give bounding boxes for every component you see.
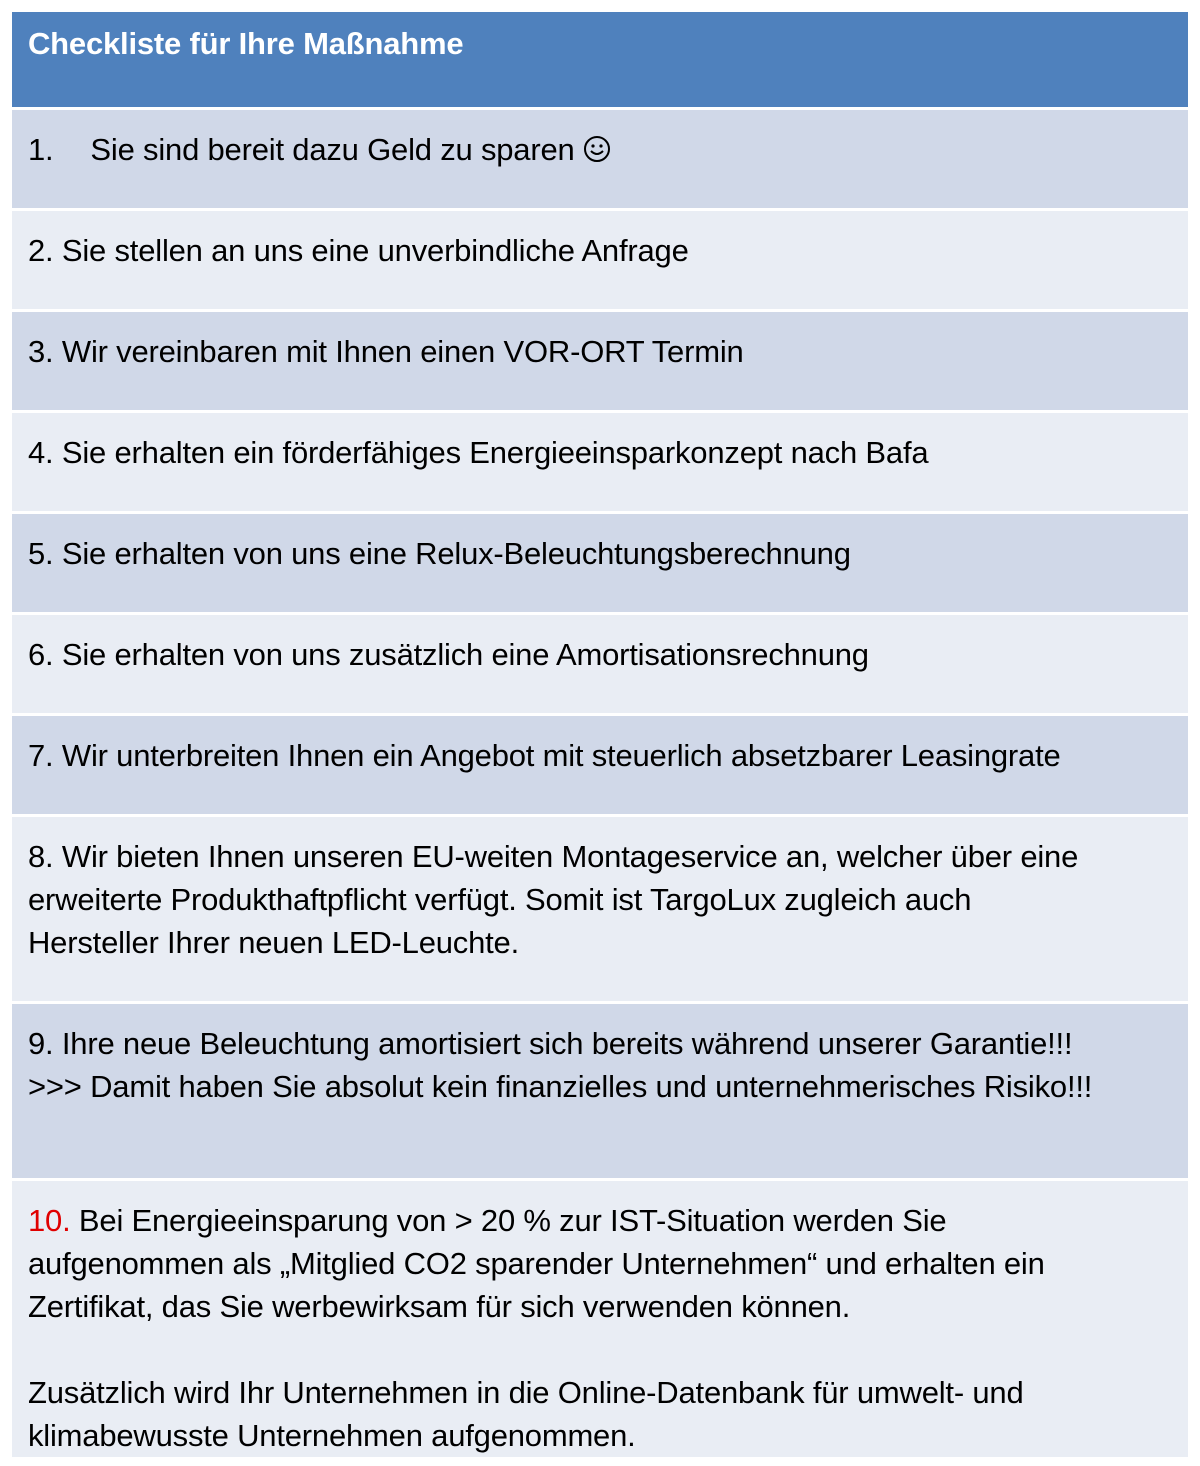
- item-line: 9. Ihre neue Beleuchtung amortisiert sich bereits während unserer Garantie!!!: [28, 1026, 1073, 1061]
- item-text: Sie erhalten von uns eine Relux-Beleuchtungsberechnung: [61, 536, 851, 571]
- item-text: Wir vereinbaren mit Ihnen einen VOR-ORT Termin: [61, 334, 744, 369]
- checklist-item-10: [12, 1181, 1188, 1457]
- item-line: 8. Wir bieten Ihnen unseren EU-weiten Montageservice an, welcher über eine: [28, 839, 1079, 874]
- item-text: Sie erhalten ein förderfähiges Energieeinsparkonzept nach Bafa: [61, 435, 929, 470]
- item-number-highlight: 10.: [28, 1203, 71, 1238]
- checklist-item-7: [12, 716, 1188, 817]
- item-number: 8.: [28, 839, 54, 874]
- item-number: 6.: [28, 637, 54, 672]
- item-line: Zusätzlich wird Ihr Unternehmen in die Online-Datenbank für umwelt- und: [28, 1375, 1024, 1410]
- checklist-item-1: [12, 110, 1188, 211]
- item-number: 1.: [28, 132, 54, 167]
- paragraph-gap: [28, 1328, 1172, 1371]
- item-number: 7.: [28, 738, 54, 773]
- checklist-item-2: [12, 211, 1188, 312]
- checklist-title: Checkliste für Ihre Maßnahme: [28, 26, 464, 61]
- item-text: Sie stellen an uns eine unverbindliche Anfrage: [61, 233, 689, 268]
- item-line: erweiterte Produkthaftpflicht verfügt. Somit ist TargoLux zugleich auch: [28, 882, 972, 917]
- item-number: 9.: [28, 1026, 54, 1061]
- item-line: klimabewusste Unternehmen aufgenommen.: [28, 1418, 636, 1453]
- checklist-item-3: [12, 312, 1188, 413]
- item-number: 3.: [28, 334, 54, 369]
- item-text: Wir unterbreiten Ihnen ein Angebot mit steuerlich absetzbarer Leasingrate: [61, 738, 1061, 773]
- checklist-item-5: [12, 514, 1188, 615]
- checklist-item-9: [12, 1004, 1188, 1181]
- item-text: Sie sind bereit dazu Geld zu sparen: [90, 132, 575, 167]
- item-number: 5.: [28, 536, 54, 571]
- item-line: Hersteller Ihrer neuen LED-Leuchte.: [28, 925, 519, 960]
- item-line: >>> Damit haben Sie absolut kein finanzielles und unternehmerisches Risiko!!!: [28, 1069, 1093, 1104]
- checklist-item-4: [12, 413, 1188, 514]
- item-text: Sie erhalten von uns zusätzlich eine Amortisationsrechnung: [61, 637, 869, 672]
- checklist-item-8: [12, 817, 1188, 1004]
- item-line: 10. Bei Energieeinsparung von > 20 % zur IST-Situation werden Sie: [28, 1203, 947, 1238]
- checklist-header: [12, 12, 1188, 110]
- smiley-icon: [583, 135, 611, 163]
- checklist-table: [12, 12, 1188, 1457]
- item-number: 2.: [28, 233, 54, 268]
- item-line: Zertifikat, das Sie werbewirksam für sich verwenden können.: [28, 1289, 851, 1324]
- item-number: 4.: [28, 435, 54, 470]
- item-line: aufgenommen als „Mitglied CO2 sparender Unternehmen“ und erhalten ein: [28, 1246, 1045, 1281]
- checklist-item-6: [12, 615, 1188, 716]
